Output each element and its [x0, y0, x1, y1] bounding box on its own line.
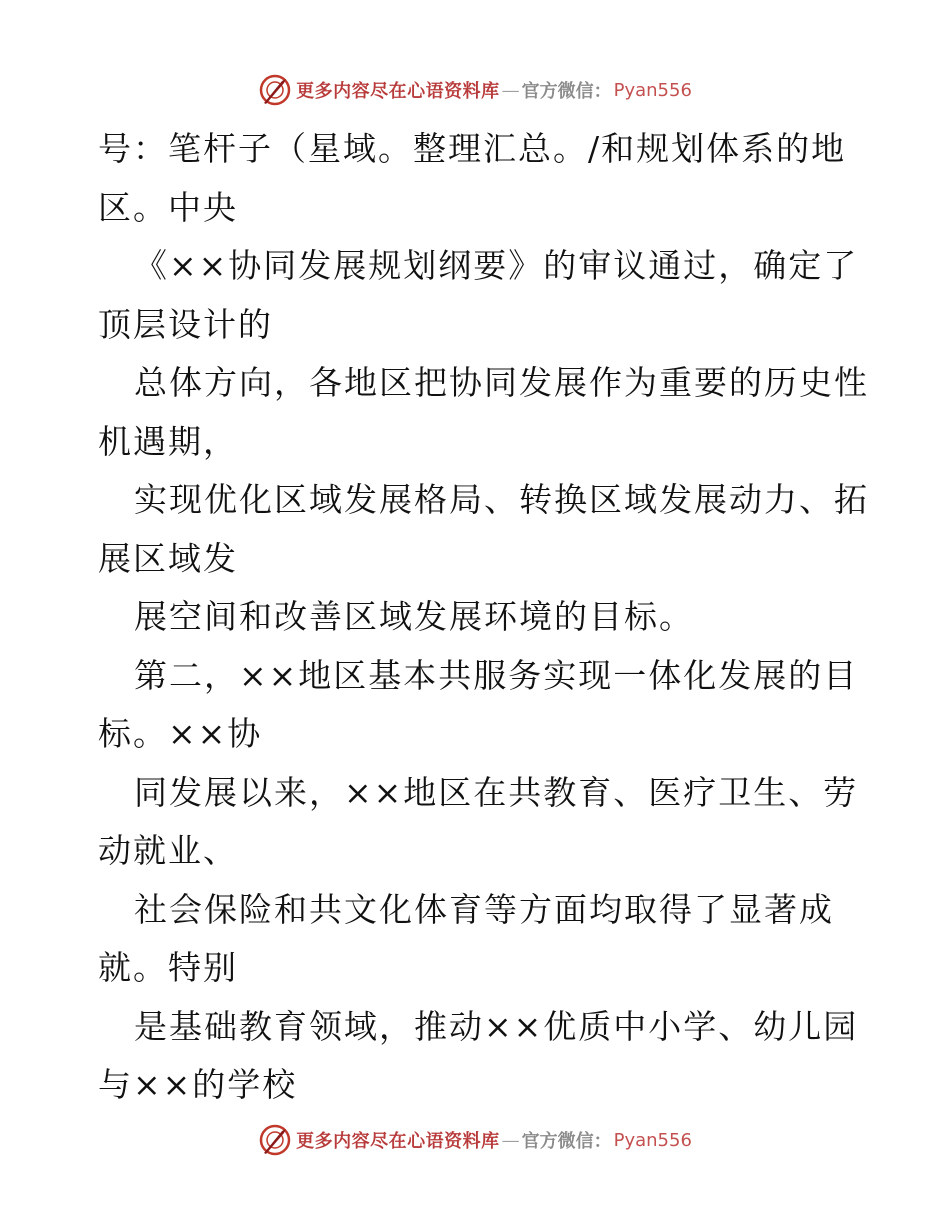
text-line: 展空间和改善区域发展环境的目标。 [134, 597, 694, 636]
text-line: 总体方向，各地区把协同发展作为重要的历史性 [134, 363, 869, 402]
watermark-dash: — [501, 1129, 520, 1151]
text-line: 实现优化区域发展格局、转换区域发展动力、拓 [134, 480, 869, 519]
text-line: 标。××协 [98, 714, 263, 753]
quill-seal-icon [258, 73, 292, 107]
text-line: 《××协同发展规划纲要》的审议通过，确定了 [134, 246, 859, 285]
text-line: 是基础教育领域，推动××优质中小学、幼儿园 [134, 1006, 859, 1046]
watermark-wechat-label: 官方微信： [521, 1131, 612, 1152]
watermark-dash: — [501, 79, 520, 101]
text-line: 展区域发 [98, 538, 238, 578]
text-line: 顶层设计的 [98, 304, 273, 344]
quill-seal-icon [258, 1123, 292, 1157]
watermark-text: 更多内容尽在心语资料库 [296, 81, 500, 102]
watermark-wechat-id: Pyan556 [613, 1129, 692, 1151]
text-line: 动就业、 [98, 831, 238, 870]
document-body [98, 120, 868, 1115]
watermark-wechat-id: Pyan556 [613, 79, 692, 101]
watermark-text: 更多内容尽在心语资料库 [296, 1131, 500, 1152]
header-watermark [0, 72, 950, 108]
text-line: 同发展以来，××地区在共教育、医疗卫生、劳 [134, 772, 859, 812]
text-line: 第二，××地区基本共服务实现一体化发展的目 [134, 655, 859, 695]
watermark-wechat-label: 官方微信： [521, 81, 612, 102]
text-line: 号：笔杆子（星域。整理汇总。/和规划体系的地 [98, 129, 847, 168]
text-line: 社会保险和共文化体育等方面均取得了显著成 [134, 889, 834, 929]
text-line: 机遇期， [98, 421, 238, 461]
text-line: 与××的学校 [98, 1065, 298, 1104]
text-line: 就。特别 [98, 948, 238, 987]
text-line: 区。中央 [98, 187, 238, 227]
footer-watermark [0, 1122, 950, 1158]
